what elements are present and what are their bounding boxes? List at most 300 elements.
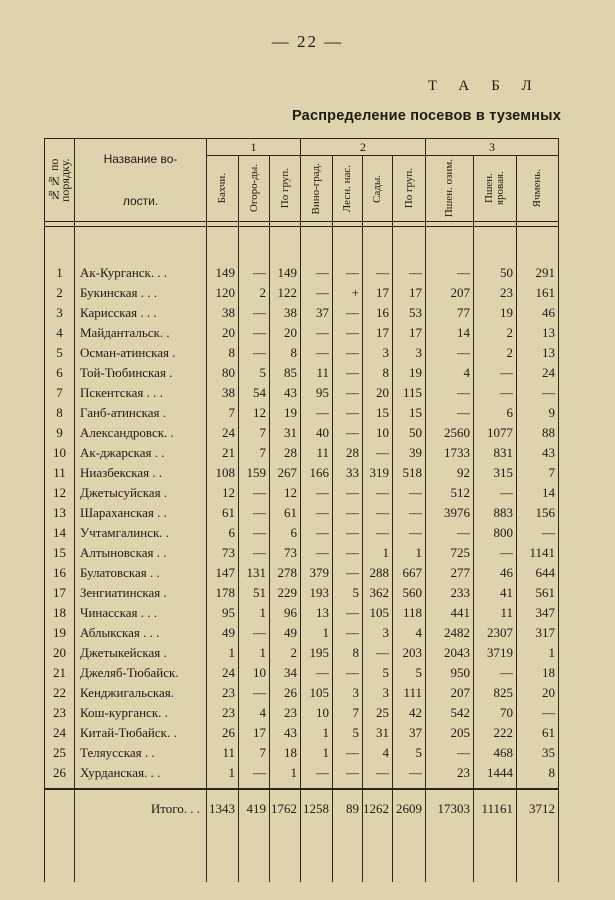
table-cell: 1 xyxy=(363,543,393,563)
table-cell: — xyxy=(474,663,517,683)
table-cell: 1 xyxy=(517,643,559,663)
table-cell: 5 xyxy=(333,583,363,603)
table-cell: 73 xyxy=(207,543,239,563)
district-name: Ниазбекская . . xyxy=(75,463,207,483)
table-cell: 317 xyxy=(517,623,559,643)
table-row xyxy=(45,503,559,523)
table-cell: 11 xyxy=(474,603,517,623)
table-cell: 8 xyxy=(517,763,559,783)
district-name: Осман-атинская . xyxy=(75,343,207,363)
table-cell: 88 xyxy=(517,423,559,443)
table-cell: 111 xyxy=(393,683,426,703)
table-cell: 7 xyxy=(239,423,270,443)
table-cell: 278 xyxy=(270,563,301,583)
total-cell: 89 xyxy=(333,789,363,828)
table-cell: 161 xyxy=(517,283,559,303)
table-cell: 518 xyxy=(393,463,426,483)
table-cell: — xyxy=(333,403,363,423)
table-cell: 13 xyxy=(301,603,333,623)
table-cell: 14 xyxy=(517,483,559,503)
table-cell: — xyxy=(517,383,559,403)
table-cell: 3 xyxy=(363,343,393,363)
table-row xyxy=(45,643,559,663)
table-cell: 667 xyxy=(393,563,426,583)
row-number: 24 xyxy=(45,723,75,743)
table-cell: 193 xyxy=(301,583,333,603)
table-cell: 17 xyxy=(239,723,270,743)
table-cell: 1077 xyxy=(474,423,517,443)
district-name: Хурданская. . . xyxy=(75,763,207,783)
table-cell: 70 xyxy=(474,703,517,723)
table-cell: — xyxy=(363,263,393,283)
table-cell: 233 xyxy=(426,583,474,603)
table-cell: 2 xyxy=(239,283,270,303)
table-cell: 1141 xyxy=(517,543,559,563)
row-number: 19 xyxy=(45,623,75,643)
district-name: Александровск. . xyxy=(75,423,207,443)
table-cell: 85 xyxy=(270,363,301,383)
table-cell: 512 xyxy=(426,483,474,503)
table-cell: 20 xyxy=(363,383,393,403)
header-vineyards: Вино-град. xyxy=(301,156,333,222)
table-subtitle: Распределение посевов в туземных xyxy=(292,108,561,124)
row-number: 1 xyxy=(45,263,75,283)
table-cell: 288 xyxy=(363,563,393,583)
table-cell: — xyxy=(517,523,559,543)
table-cell: 6 xyxy=(474,403,517,423)
table-cell: 3976 xyxy=(426,503,474,523)
table-cell: 17 xyxy=(363,323,393,343)
page-number: — 22 — xyxy=(271,32,344,51)
table-cell: 19 xyxy=(393,363,426,383)
table-row xyxy=(45,403,559,423)
table-cell: 18 xyxy=(517,663,559,683)
district-name: Пскентская . . . xyxy=(75,383,207,403)
table-row xyxy=(45,563,559,583)
table-cell: — xyxy=(333,503,363,523)
table-cell: 1 xyxy=(239,603,270,623)
district-name: Ак-джарская . . xyxy=(75,443,207,463)
table-cell: 468 xyxy=(474,743,517,763)
table-cell: — xyxy=(239,323,270,343)
row-number: 5 xyxy=(45,343,75,363)
table-cell: 23 xyxy=(426,763,474,783)
table-cell: 5 xyxy=(333,723,363,743)
district-name: Той-Тюбинская . xyxy=(75,363,207,383)
table-cell: 347 xyxy=(517,603,559,623)
row-number: 20 xyxy=(45,643,75,663)
table-row xyxy=(45,663,559,683)
table-cell: 14 xyxy=(426,323,474,343)
row-number: 16 xyxy=(45,563,75,583)
table-cell: 6 xyxy=(207,523,239,543)
table-cell: 560 xyxy=(393,583,426,603)
total-cell: 1762 xyxy=(270,789,301,828)
table-cell: 207 xyxy=(426,283,474,303)
table-cell: — xyxy=(333,263,363,283)
row-number: 15 xyxy=(45,543,75,563)
table-cell: 120 xyxy=(207,283,239,303)
table-row xyxy=(45,363,559,383)
district-name: Майдантальск. . xyxy=(75,323,207,343)
sowing-table xyxy=(44,138,559,882)
table-cell: 15 xyxy=(363,403,393,423)
table-cell: 23 xyxy=(207,703,239,723)
table-cell: 122 xyxy=(270,283,301,303)
table-cell: — xyxy=(301,523,333,543)
table-cell: — xyxy=(333,663,363,683)
table-cell: — xyxy=(239,683,270,703)
table-cell: 291 xyxy=(517,263,559,283)
district-name: Булатовская . . xyxy=(75,563,207,583)
district-name: Кенджигальская. xyxy=(75,683,207,703)
table-row xyxy=(45,743,559,763)
total-label: Итого. . . xyxy=(75,789,207,828)
table-cell: 2 xyxy=(474,343,517,363)
table-row xyxy=(45,763,559,783)
table-cell: 8 xyxy=(333,643,363,663)
table-cell: 12 xyxy=(207,483,239,503)
table-cell: — xyxy=(517,703,559,723)
table-cell: — xyxy=(474,483,517,503)
table-row xyxy=(45,723,559,743)
table-cell: 51 xyxy=(239,583,270,603)
table-cell: — xyxy=(239,303,270,323)
table-cell: — xyxy=(333,763,363,783)
table-cell: 61 xyxy=(517,723,559,743)
table-row xyxy=(45,683,559,703)
header-group-2: 2 xyxy=(301,139,426,156)
table-cell: 34 xyxy=(270,663,301,683)
table-cell: 38 xyxy=(207,383,239,403)
total-cell: 1262 xyxy=(363,789,393,828)
table-cell: 24 xyxy=(207,663,239,683)
table-cell: 28 xyxy=(270,443,301,463)
table-cell: 105 xyxy=(363,603,393,623)
table-cell: 5 xyxy=(393,743,426,763)
table-cell: 95 xyxy=(207,603,239,623)
table-cell: 23 xyxy=(474,283,517,303)
table-cell: 50 xyxy=(474,263,517,283)
table-cell: — xyxy=(239,503,270,523)
table-cell: — xyxy=(426,383,474,403)
table-row xyxy=(45,483,559,503)
district-name: Джетысуйская . xyxy=(75,483,207,503)
table-cell: — xyxy=(426,263,474,283)
table-cell: 267 xyxy=(270,463,301,483)
total-cell: 2609 xyxy=(393,789,426,828)
table-cell: 149 xyxy=(270,263,301,283)
table-cell: 61 xyxy=(207,503,239,523)
table-cell: 10 xyxy=(239,663,270,683)
row-number: 22 xyxy=(45,683,75,703)
table-cell: 362 xyxy=(363,583,393,603)
row-number: 25 xyxy=(45,743,75,763)
table-cell: 883 xyxy=(474,503,517,523)
table-cell: 11 xyxy=(207,743,239,763)
district-name: Шараханская . . xyxy=(75,503,207,523)
district-name: Теляусская . . xyxy=(75,743,207,763)
table-cell: — xyxy=(301,343,333,363)
table-cell: — xyxy=(363,523,393,543)
table-cell: 5 xyxy=(363,663,393,683)
table-cell: 131 xyxy=(239,563,270,583)
table-cell: 4 xyxy=(239,703,270,723)
table-cell: 319 xyxy=(363,463,393,483)
table-cell: 7 xyxy=(207,403,239,423)
table-cell: — xyxy=(426,523,474,543)
table-cell: 31 xyxy=(270,423,301,443)
table-body xyxy=(45,222,559,784)
table-row xyxy=(45,323,559,343)
table-cell: — xyxy=(426,343,474,363)
district-name: Букинская . . . xyxy=(75,283,207,303)
table-cell: 15 xyxy=(393,403,426,423)
table-cell: — xyxy=(333,623,363,643)
row-number: 8 xyxy=(45,403,75,423)
row-number: 17 xyxy=(45,583,75,603)
table-cell: 9 xyxy=(517,403,559,423)
table-cell: 831 xyxy=(474,443,517,463)
table-cell: 2560 xyxy=(426,423,474,443)
table-cell: — xyxy=(301,663,333,683)
row-number: 4 xyxy=(45,323,75,343)
table-cell: 2043 xyxy=(426,643,474,663)
district-name: Чинасская . . . xyxy=(75,603,207,623)
table-cell: — xyxy=(333,303,363,323)
table-cell: 19 xyxy=(474,303,517,323)
table-cell: 25 xyxy=(363,703,393,723)
table-cell: 1 xyxy=(301,743,333,763)
table-cell: 92 xyxy=(426,463,474,483)
table-cell: 203 xyxy=(393,643,426,663)
district-name: Учтамгалинск. . xyxy=(75,523,207,543)
table-cell: 315 xyxy=(474,463,517,483)
table-cell: 40 xyxy=(301,423,333,443)
table-cell: 1 xyxy=(207,643,239,663)
table-cell: 6 xyxy=(270,523,301,543)
total-cell: 1343 xyxy=(207,789,239,828)
table-cell: — xyxy=(239,543,270,563)
table-cell: — xyxy=(474,543,517,563)
table-cell: 77 xyxy=(426,303,474,323)
header-orchards: Сады. xyxy=(363,156,393,222)
table-cell: 149 xyxy=(207,263,239,283)
table-cell: 38 xyxy=(207,303,239,323)
table-cell: 147 xyxy=(207,563,239,583)
table-cell: 31 xyxy=(363,723,393,743)
table-cell: 35 xyxy=(517,743,559,763)
table-cell: — xyxy=(301,483,333,503)
row-number: 18 xyxy=(45,603,75,623)
table-cell: 7 xyxy=(333,703,363,723)
table-cell: 725 xyxy=(426,543,474,563)
table-cell: — xyxy=(393,263,426,283)
header-spring-wheat: Пшен. яровая. xyxy=(474,156,517,222)
table-cell: 8 xyxy=(207,343,239,363)
table-row xyxy=(45,283,559,303)
row-number: 26 xyxy=(45,763,75,783)
row-number: 23 xyxy=(45,703,75,723)
table-cell: — xyxy=(333,483,363,503)
district-name: Ганб-атинская . xyxy=(75,403,207,423)
table-cell: 1733 xyxy=(426,443,474,463)
table-cell: — xyxy=(363,643,393,663)
table-cell: 43 xyxy=(270,383,301,403)
table-cell: — xyxy=(333,563,363,583)
table-cell: — xyxy=(393,503,426,523)
table-cell: 156 xyxy=(517,503,559,523)
table-cell: 3 xyxy=(363,623,393,643)
table-cell: 43 xyxy=(270,723,301,743)
table-cell: 26 xyxy=(270,683,301,703)
table-cell: 1444 xyxy=(474,763,517,783)
table-cell: 1 xyxy=(239,643,270,663)
table-cell: 13 xyxy=(517,323,559,343)
table-cell: 379 xyxy=(301,563,333,583)
table-cell: + xyxy=(333,283,363,303)
table-cell: 33 xyxy=(333,463,363,483)
table-cell: 12 xyxy=(239,403,270,423)
table-cell: 229 xyxy=(270,583,301,603)
table-cell: 73 xyxy=(270,543,301,563)
table-row xyxy=(45,383,559,403)
row-number: 3 xyxy=(45,303,75,323)
table-cell: — xyxy=(301,543,333,563)
table-cell: 96 xyxy=(270,603,301,623)
table-cell: 115 xyxy=(393,383,426,403)
table-cell: 21 xyxy=(207,443,239,463)
table-cell: — xyxy=(301,323,333,343)
header-district-name: Название во- лости. xyxy=(75,139,207,222)
row-number: 10 xyxy=(45,443,75,463)
row-number: 21 xyxy=(45,663,75,683)
table-cell: 3 xyxy=(393,343,426,363)
table-cell: — xyxy=(333,343,363,363)
table-cell: — xyxy=(239,763,270,783)
table-cell: 8 xyxy=(363,363,393,383)
table-cell: 16 xyxy=(363,303,393,323)
district-name: Китай-Тюбайск. . xyxy=(75,723,207,743)
table-cell: 24 xyxy=(207,423,239,443)
table-cell: 195 xyxy=(301,643,333,663)
header-forest-plantings: Лесн. нас. xyxy=(333,156,363,222)
table-row xyxy=(45,603,559,623)
table-cell: 37 xyxy=(393,723,426,743)
row-number: 9 xyxy=(45,423,75,443)
district-name: Аблыкская . . . xyxy=(75,623,207,643)
table-cell: 222 xyxy=(474,723,517,743)
table-cell: — xyxy=(301,263,333,283)
district-name: Алтыновская . . xyxy=(75,543,207,563)
header-group-3: 3 xyxy=(426,139,559,156)
table-cell: 61 xyxy=(270,503,301,523)
table-cell: 4 xyxy=(393,623,426,643)
table-cell: 24 xyxy=(517,363,559,383)
table-cell: 23 xyxy=(270,703,301,723)
row-number: 13 xyxy=(45,503,75,523)
table-cell: 2 xyxy=(474,323,517,343)
table-cell: 10 xyxy=(363,423,393,443)
header-row-number: №№ по порядку. xyxy=(45,139,75,222)
table-cell: 2482 xyxy=(426,623,474,643)
table-cell: 39 xyxy=(393,443,426,463)
table-cell: 20 xyxy=(517,683,559,703)
table-row xyxy=(45,343,559,363)
header-group-2-total: По груп. xyxy=(393,156,426,222)
total-cell: 419 xyxy=(239,789,270,828)
table-cell: — xyxy=(393,483,426,503)
table-cell: 441 xyxy=(426,603,474,623)
table-cell: — xyxy=(239,623,270,643)
table-cell: 178 xyxy=(207,583,239,603)
table-cell: 7 xyxy=(239,443,270,463)
table-cell: — xyxy=(239,483,270,503)
table-cell: 46 xyxy=(517,303,559,323)
table-cell: — xyxy=(239,343,270,363)
table-cell: — xyxy=(333,363,363,383)
table-cell: 17 xyxy=(393,283,426,303)
table-row xyxy=(45,703,559,723)
district-name: Ак-Курганск. . . xyxy=(75,263,207,283)
table-cell: — xyxy=(363,483,393,503)
table-cell: 2307 xyxy=(474,623,517,643)
table-cell: — xyxy=(363,443,393,463)
header-barley: Ячмень. xyxy=(517,156,559,222)
table-cell: 5 xyxy=(393,663,426,683)
district-name: Джетыкейская . xyxy=(75,643,207,663)
row-number: 11 xyxy=(45,463,75,483)
table-cell: 3 xyxy=(363,683,393,703)
table-cell: 118 xyxy=(393,603,426,623)
table-cell: 159 xyxy=(239,463,270,483)
table-row xyxy=(45,543,559,563)
table-cell: 11 xyxy=(301,363,333,383)
table-cell: 4 xyxy=(363,743,393,763)
table-cell: — xyxy=(333,323,363,343)
table-cell: 1 xyxy=(207,763,239,783)
table-cell: 5 xyxy=(239,363,270,383)
table-cell: — xyxy=(426,743,474,763)
table-cell: — xyxy=(333,383,363,403)
header-winter-wheat: Пшен. озим. xyxy=(426,156,474,222)
table-cell: 800 xyxy=(474,523,517,543)
table-row xyxy=(45,623,559,643)
table-cell: — xyxy=(363,503,393,523)
table-cell: 41 xyxy=(474,583,517,603)
table-cell: — xyxy=(474,363,517,383)
row-number: 12 xyxy=(45,483,75,503)
table-cell: — xyxy=(363,763,393,783)
header-vegetable-gardens: Огоро-ды. xyxy=(239,156,270,222)
table-cell: — xyxy=(333,543,363,563)
table-cell: 50 xyxy=(393,423,426,443)
table-cell: — xyxy=(301,503,333,523)
table-cell: 18 xyxy=(270,743,301,763)
table-cell: 43 xyxy=(517,443,559,463)
table-cell: 26 xyxy=(207,723,239,743)
table-cell: 80 xyxy=(207,363,239,383)
table-row xyxy=(45,583,559,603)
table-cell: 46 xyxy=(474,563,517,583)
table-cell: 1 xyxy=(301,723,333,743)
total-cell: 11161 xyxy=(474,789,517,828)
table-cell: — xyxy=(333,603,363,623)
table-cell: — xyxy=(301,283,333,303)
table-cell: 54 xyxy=(239,383,270,403)
total-cell xyxy=(45,789,75,828)
table-cell: 105 xyxy=(301,683,333,703)
